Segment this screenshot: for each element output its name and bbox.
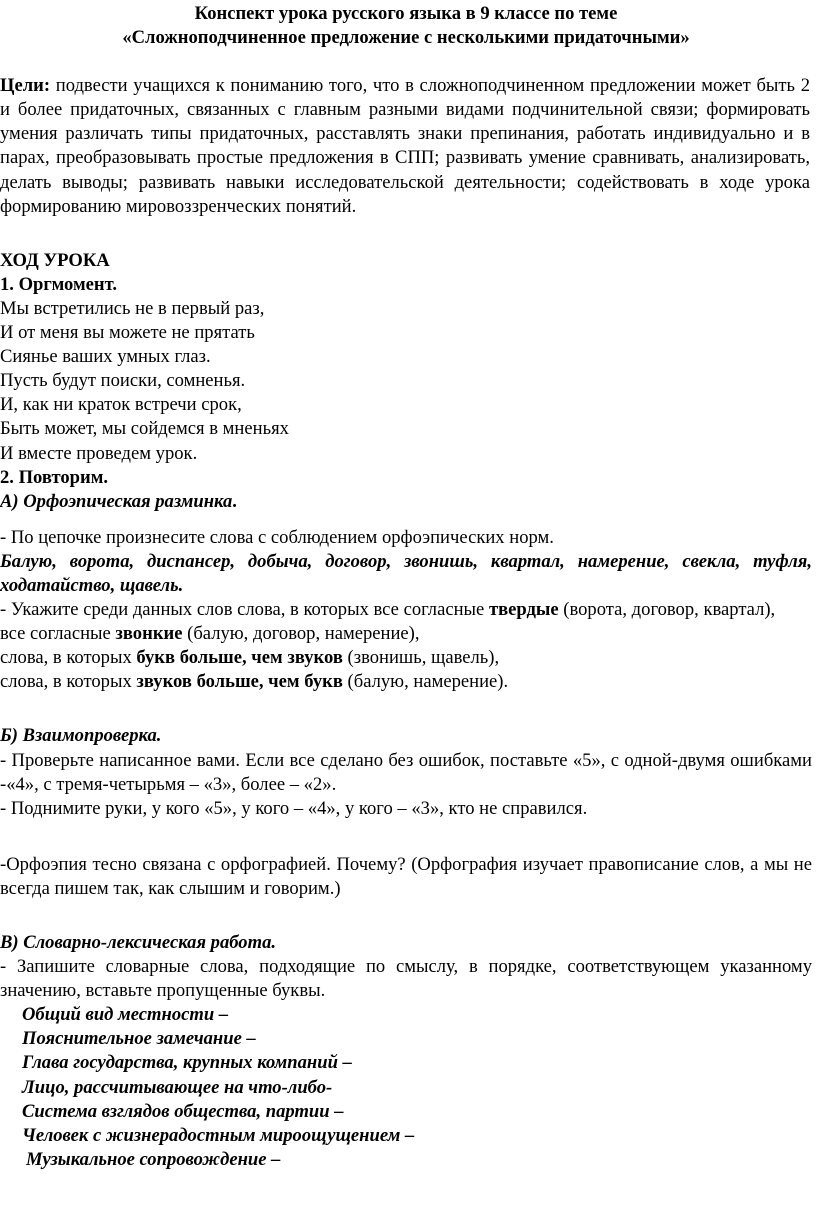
list-item: Человек с жизнерадостным мироощущением – xyxy=(22,1124,415,1146)
spacer xyxy=(0,901,812,931)
spacer xyxy=(0,694,812,724)
list-item: Глава государства, крупных компаний – xyxy=(22,1052,352,1074)
poem-line: Мы встретились не в первый раз, xyxy=(0,297,265,319)
spacer xyxy=(0,50,812,74)
poem-line: Пусть будут поиски, сомненья. xyxy=(0,370,246,392)
list-item: Музыкальное сопровождение – xyxy=(26,1148,281,1170)
poem-line: И от меня вы можете не прятать xyxy=(0,322,255,344)
a-question-3: слова, в которых букв больше, чем звуков (звонишь, щавель), xyxy=(0,647,500,669)
spacer xyxy=(0,219,812,249)
document-title xyxy=(0,2,812,50)
title-line-1: Конспект урока русского языка в 9 классе по теме xyxy=(194,3,618,24)
goals-paragraph xyxy=(0,74,812,219)
b-paragraph-2: - Поднимите руки, у кого «5», у кого – «4», у кого – «3», кто не справился. xyxy=(0,797,588,819)
document-page xyxy=(0,2,816,1230)
a-question-2: все согласные звонкие (балую, договор, намерение), xyxy=(0,623,420,645)
goals-text: подвести учащихся к пониманию того, что в сложноподчиненном предложении может быть 2 и более придаточных, связанных с главным разными видами подчинительной связи; формировать умения различать типы придаточных, расставлять знаки препинания, работать индивидуально и в парах, преобразовывать простые предложения в СПП; развивать умение сравнивать, анализировать, делать выводы; развивать навыки исследовательской деятельности; содействовать в ходе урока формированию мировоззренческих понятий. xyxy=(0,75,810,217)
title-line-2: «Сложноподчиненное предложение с несколькими придаточными» xyxy=(122,27,690,49)
a-words: Балую, ворота, диспансер, добыча, договор, звонишь, квартал, намерение, свекла, туфля, ходатайство, щавель. xyxy=(0,550,812,596)
a-question-4: слова, в которых звуков больше, чем букв (балую, намерение). xyxy=(0,671,509,693)
lesson-heading: ХОД УРОКА xyxy=(0,249,110,271)
list-item: Лицо, рассчитывающее на что-либо- xyxy=(22,1076,333,1098)
c-paragraph: -Орфоэпия тесно связана с орфографией. Почему? (Орфография изучает правописание слов, а мы не всегда пишем так, как слышим и говорим.) xyxy=(0,853,812,899)
v-word-list xyxy=(0,1003,812,1172)
goals-label: Цели: xyxy=(0,75,51,97)
subsection-v-title: В) Словарно-лексическая работа. xyxy=(0,932,277,953)
list-item: Система взглядов общества, партии – xyxy=(22,1100,344,1122)
poem-line: И, как ни краток встречи срок, xyxy=(0,394,242,416)
subsection-b-title: Б) Взаимопроверка. xyxy=(0,725,162,747)
b-paragraph-1: - Проверьте написанное вами. Если все сделано без ошибок, поставьте «5», с одной-двумя ошибками -«4», с тремя-четырьмя – «3», более – «2». xyxy=(0,749,812,795)
a-instruction: - По цепочке произнесите слова с соблюдением орфоэпических норм. xyxy=(0,526,554,548)
section-2-title: 2. Повторим. xyxy=(0,466,109,488)
poem-line: Быть может, мы сойдемся в мненьях xyxy=(0,418,289,440)
subsection-a-title: А) Орфоэпическая разминка. xyxy=(0,490,237,512)
list-item: Общий вид местности – xyxy=(22,1004,229,1026)
poem xyxy=(0,297,812,466)
poem-line: Сиянье ваших умных глаз. xyxy=(0,346,211,368)
section-1-title: 1. Оргмомент. xyxy=(0,273,117,295)
list-item: Пояснительное замечание – xyxy=(22,1028,256,1050)
a-question-1: - Укажите среди данных слов слова, в которых все согласные твердые (ворота, договор, квартал), xyxy=(0,599,776,621)
spacer xyxy=(0,514,812,526)
poem-line: И вместе проведем урок. xyxy=(0,442,198,464)
spacer xyxy=(0,821,812,853)
v-instruction: - Запишите словарные слова, подходящие по смыслу, в порядке, соответствующем указанному значению, вставьте пропущенные буквы. xyxy=(0,956,812,1002)
